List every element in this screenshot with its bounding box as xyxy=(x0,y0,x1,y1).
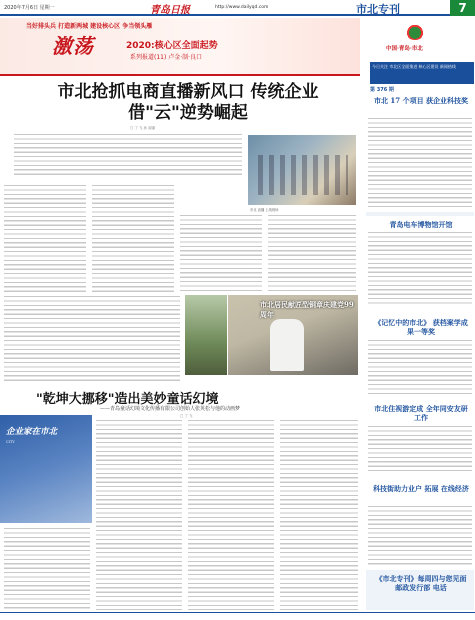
banner-year-title: 2020:核心区全面起势 xyxy=(126,41,218,51)
second-column-4 xyxy=(280,420,358,610)
right-headline-5: 科技街助力业户 拓展 在线经济 xyxy=(373,484,469,493)
right-text-2 xyxy=(368,232,472,304)
right-text-1 xyxy=(368,118,472,210)
issue-date: 2020年7月6日 星期一 xyxy=(4,5,55,11)
lead-photo xyxy=(248,135,356,205)
right-headline-1: 市北 17 个项目 获企业科技奖 xyxy=(373,96,469,105)
second-column-1 xyxy=(4,528,90,610)
right-text-5 xyxy=(368,506,472,566)
lead-column-5 xyxy=(4,296,180,382)
lead-photo-caption: 市北 直播 上线现场 xyxy=(250,208,279,212)
right-headline-2: 青岛电车博物馆开馆 xyxy=(389,220,453,229)
lead-column-1 xyxy=(4,185,86,293)
right-text-3 xyxy=(368,340,472,396)
column-title: 企业家在市北 xyxy=(6,427,58,437)
issue-number: 第 376 期 xyxy=(370,87,394,93)
lead-intro-text xyxy=(14,134,242,178)
section-title: 市北专刊 xyxy=(356,3,400,16)
banner-divider xyxy=(0,74,360,76)
column-subtitle: CITY xyxy=(6,440,15,444)
feature-headline: 市北居民献匠型铜章庆建党99周年 xyxy=(260,300,354,319)
right-focus-box: 今日关注 市北区全面推进 核心区建设 新闻热线 xyxy=(370,62,474,84)
right-headline-3: 《记忆中的市北》 获档案学成果一等奖 xyxy=(374,318,468,336)
second-column-3 xyxy=(188,420,274,610)
district-emblem-icon xyxy=(405,22,425,40)
second-column-2 xyxy=(96,420,182,610)
second-subheadline: ——青岛童话幻境文化传播有限公司创始人张英松与他的动画梦 xyxy=(100,406,241,412)
lead-headline: 市北抢抓电商直播新风口 传统企业借"云"逆势崛起 xyxy=(57,82,319,123)
banner-calligraphy: 激荡 xyxy=(52,34,94,58)
footer-rule xyxy=(0,612,475,613)
right-logo-text: 中国·青岛·市北 xyxy=(386,46,423,52)
lead-byline: □ 丁 飞 孙 丽丽 xyxy=(130,126,156,130)
banner-series-sub: 系列报道(11) 卢金·制·良口 xyxy=(130,54,203,61)
second-headline: "乾坤大挪移"造出美妙童话幻境 xyxy=(36,392,219,407)
lead-column-2 xyxy=(92,185,174,293)
right-notice-text: 《市北专刊》每周四与您见面 邮政发行部 电话 xyxy=(375,574,467,592)
lead-column-3 xyxy=(180,215,262,293)
second-byline: □ 丁 飞 xyxy=(180,414,193,418)
feature-photo-tree xyxy=(185,295,227,375)
lead-column-4 xyxy=(268,215,356,293)
site-url[interactable]: http://www.dailyqd.com xyxy=(215,5,269,10)
banner-slogan: 当好排头兵 打造新两城 建设核心区 争当领头雁 xyxy=(26,23,153,30)
right-text-4 xyxy=(368,426,472,474)
right-headline-4: 市北住视游定成 全年同安友研工作 xyxy=(374,404,468,422)
right-divider xyxy=(366,212,474,216)
newspaper-logo: 青岛日报 xyxy=(150,5,190,16)
page-number: 7 xyxy=(450,0,475,16)
